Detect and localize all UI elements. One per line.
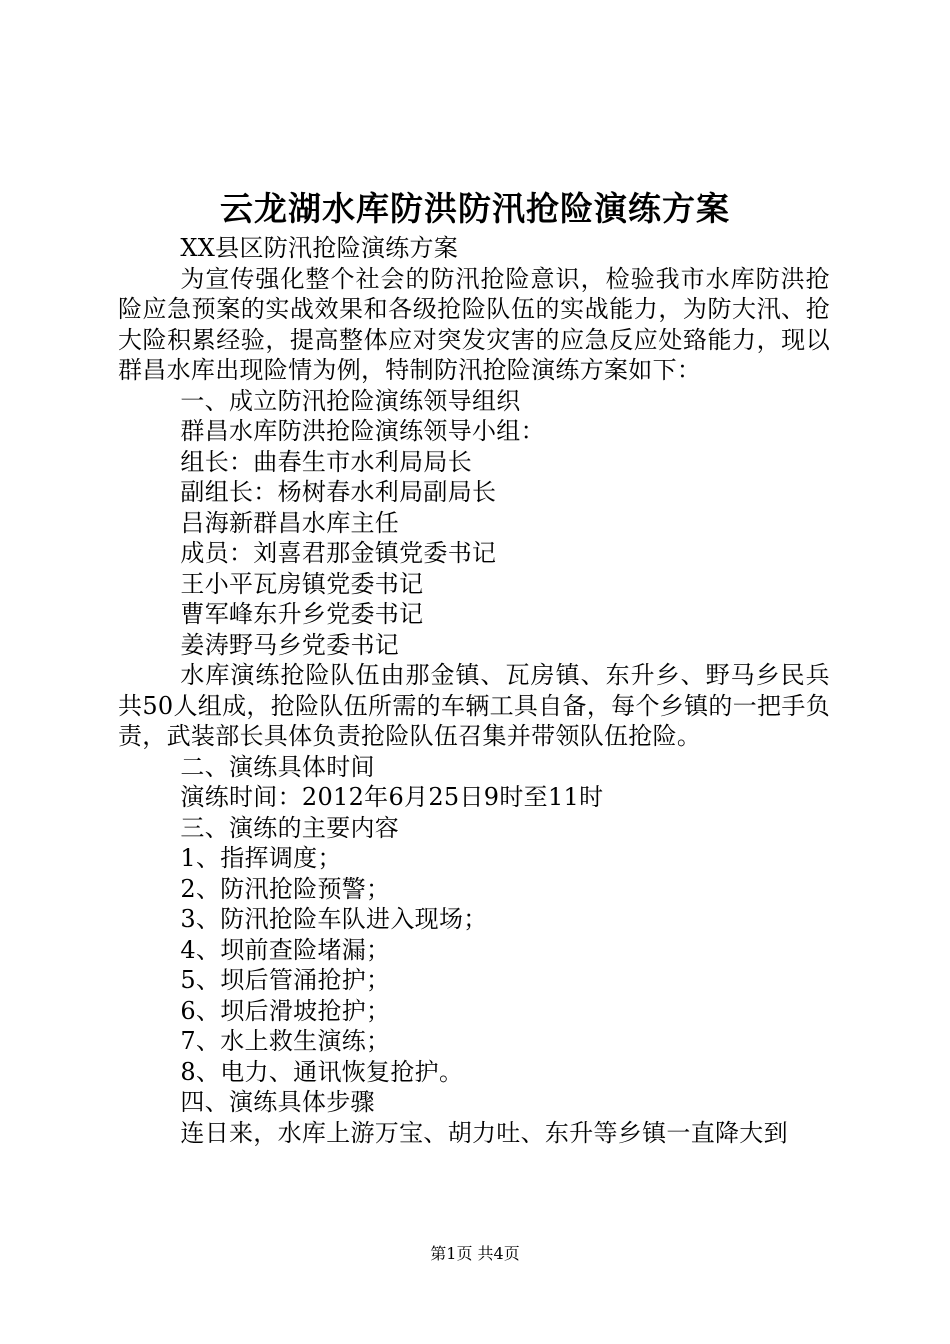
paragraph: 三、演练的主要内容 xyxy=(180,813,400,842)
paragraph: 王小平瓦房镇党委书记 xyxy=(180,569,424,598)
paragraph: 吕海新群昌水库主任 xyxy=(180,508,400,537)
paragraph: 成员：刘喜君那金镇党委书记 xyxy=(180,539,497,567)
paragraph: 连日来，水库上游万宝、胡力吐、东升等乡镇一直降大到 xyxy=(180,1118,788,1147)
list-item: 3、防汛抢险车队进入现场； xyxy=(180,905,488,933)
paragraph: 副组长：杨树春水利局副局长 xyxy=(180,478,497,506)
paragraph: 一、成立防汛抢险演练领导组织 xyxy=(180,386,521,415)
paragraph: 二、演练具体时间 xyxy=(180,752,375,781)
paragraph: 群昌水库防洪抢险演练领导小组： xyxy=(180,417,545,445)
paragraph: 水库演练抢险队伍由那金镇、瓦房镇、东升乡、野马乡民兵共50人组成，抢险队伍所需的车辆工具自备，每个乡镇的一把手负责，武装部长具体负责抢险队伍召集并带领队伍抢险。 xyxy=(118,661,830,750)
list-item: 7、水上救生演练； xyxy=(180,1027,391,1055)
paragraph: XX县区防汛抢险演练方案 xyxy=(180,234,459,262)
document-body xyxy=(118,233,830,1148)
list-item: 4、坝前查险堵漏； xyxy=(180,935,391,964)
paragraph: 曹军峰东升乡党委书记 xyxy=(180,600,424,628)
paragraph: 组长：曲春生市水利局局长 xyxy=(180,447,472,476)
list-item: 1、指挥调度； xyxy=(180,844,342,872)
list-item: 2、防汛抢险预警； xyxy=(180,874,391,903)
paragraph: 演练时间：2012年6月25日9时至11时 xyxy=(180,783,604,811)
page-footer: 第1页 共4页 xyxy=(430,1244,520,1263)
list-item: 8、电力、通讯恢复抢护。 xyxy=(180,1057,464,1086)
list-item: 5、坝后管涌抢护； xyxy=(180,966,391,994)
list-item: 6、坝后滑坡抢护； xyxy=(180,996,391,1025)
paragraph: 姜涛野马乡党委书记 xyxy=(180,630,400,659)
paragraph: 为宣传强化整个社会的防汛抢险意识，检验我市水库防洪抢险应急预案的实战效果和各级抢险队伍的实战能力，为防大汛、抢大险积累经验，提高整体应对突发灾害的应急反应处臵能力，现以群昌水库出现险情为例，特制防汛抢险演练方案如下： xyxy=(118,264,830,384)
paragraph: 四、演练具体步骤 xyxy=(180,1088,375,1116)
document-title: 云龙湖水库防洪防汛抢险演练方案 xyxy=(220,189,730,228)
